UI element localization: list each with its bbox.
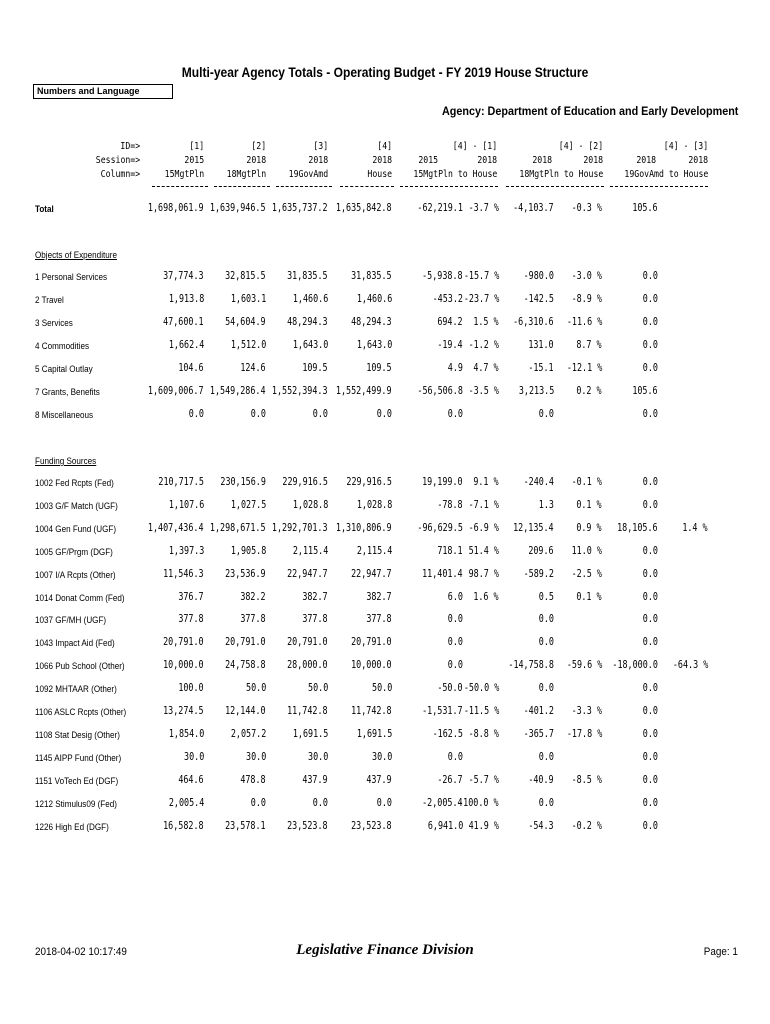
row-value: 32,815.5 bbox=[225, 270, 266, 282]
row-value: 0.0 bbox=[642, 316, 658, 328]
header-col-id: [2] bbox=[251, 141, 266, 152]
row-value: 11.0 % bbox=[571, 545, 602, 557]
row-value: 0.0 bbox=[642, 476, 658, 488]
header-col-1 bbox=[164, 140, 204, 182]
row-value: -56,506.8 bbox=[417, 385, 463, 397]
row-value: 30.0 bbox=[183, 751, 204, 763]
row-value: 0.0 bbox=[642, 568, 658, 580]
row-value: 0.1 % bbox=[576, 499, 602, 511]
header-diff-2-id: [4] - [2] bbox=[558, 141, 603, 152]
row-value: -2.5 % bbox=[571, 568, 602, 580]
row-value: 6,941.0 bbox=[427, 820, 463, 832]
row-label: 3 Services bbox=[35, 318, 73, 328]
row-value: 0.0 bbox=[447, 408, 463, 420]
footer-timestamp: 2018-04-02 10:17:49 bbox=[35, 946, 127, 958]
row-label: 1108 Stat Desig (Other) bbox=[35, 730, 120, 740]
row-value: 209.6 bbox=[528, 545, 554, 557]
row-value: 12,144.0 bbox=[225, 705, 266, 717]
header-column-label: Column=> bbox=[100, 169, 140, 180]
header-diff-3-column: 19GovAmd to House bbox=[624, 169, 708, 180]
row-value: 20,791.0 bbox=[225, 636, 266, 648]
header-col-id: [1] bbox=[189, 141, 204, 152]
row-value: -59.6 % bbox=[566, 659, 602, 671]
row-value: 382.2 bbox=[240, 591, 266, 603]
row-value: 1,397.3 bbox=[168, 545, 204, 557]
row-value: 1,691.5 bbox=[292, 728, 328, 740]
row-value: 0.0 bbox=[538, 613, 554, 625]
row-value: 47,600.1 bbox=[163, 316, 204, 328]
row-value: 1,635,842.8 bbox=[336, 202, 392, 214]
row-value: 0.0 bbox=[538, 682, 554, 694]
row-value: 24,758.8 bbox=[225, 659, 266, 671]
row-value: -401.2 bbox=[523, 705, 554, 717]
row-label: 1 Personal Services bbox=[35, 272, 108, 282]
row-value: 0.0 bbox=[312, 408, 328, 420]
header-col-4 bbox=[367, 140, 392, 182]
row-value: -14,758.8 bbox=[508, 659, 554, 671]
row-value: 98.7 % bbox=[468, 568, 499, 580]
row-value: 0.0 bbox=[376, 408, 392, 420]
row-value: 1,552,499.9 bbox=[336, 385, 392, 397]
row-value: 1,549,286.4 bbox=[210, 385, 266, 397]
header-diff-1-session-a: 2015 bbox=[418, 155, 438, 166]
header-diff-3-session-b: 2018 bbox=[688, 155, 708, 166]
row-value: -162.5 bbox=[432, 728, 463, 740]
header-col-2 bbox=[226, 140, 266, 182]
row-label: 1212 Stimulus09 (Fed) bbox=[35, 799, 117, 809]
row-value: 1,854.0 bbox=[168, 728, 204, 740]
row-value: -23.7 % bbox=[463, 293, 499, 305]
row-value: 11,546.3 bbox=[163, 568, 204, 580]
row-value: -18,000.0 bbox=[612, 659, 658, 671]
row-label: 1106 ASLC Rcpts (Other) bbox=[35, 707, 127, 717]
row-value: 1,512.0 bbox=[230, 339, 266, 351]
row-value: -7.1 % bbox=[468, 499, 499, 511]
row-value: 1,027.5 bbox=[230, 499, 266, 511]
row-value: 0.0 bbox=[642, 339, 658, 351]
footer-division: Legislative Finance Division bbox=[296, 942, 474, 958]
row-value: -589.2 bbox=[523, 568, 554, 580]
row-value: 694.2 bbox=[437, 316, 463, 328]
row-value: 0.0 bbox=[376, 797, 392, 809]
row-value: 10,000.0 bbox=[163, 659, 204, 671]
header-diff-3-session-a: 2018 bbox=[636, 155, 656, 166]
row-value: 382.7 bbox=[302, 591, 328, 603]
header-id-label: ID=> bbox=[120, 141, 140, 152]
numbers-and-language-box: Numbers and Language bbox=[33, 84, 173, 99]
row-value: 50.0 bbox=[245, 682, 266, 694]
row-value: 2,115.4 bbox=[292, 545, 328, 557]
row-value: 0.0 bbox=[642, 293, 658, 305]
header-col-3 bbox=[288, 140, 328, 182]
row-value: 1,913.8 bbox=[168, 293, 204, 305]
row-value: 20,791.0 bbox=[163, 636, 204, 648]
row-label: 7 Grants, Benefits bbox=[35, 387, 100, 397]
row-value: -4,103.7 bbox=[513, 202, 554, 214]
row-value: 31,835.5 bbox=[287, 270, 328, 282]
header-diff-1-session-b: 2018 bbox=[477, 155, 497, 166]
row-value: 229,916.5 bbox=[282, 476, 328, 488]
header-underline bbox=[276, 186, 332, 187]
row-label: 1004 Gen Fund (UGF) bbox=[35, 524, 117, 534]
row-value: 210,717.5 bbox=[158, 476, 204, 488]
row-value: 1,609,006.7 bbox=[148, 385, 204, 397]
row-label: 1005 GF/Prgm (DGF) bbox=[35, 547, 113, 557]
row-value: 0.0 bbox=[447, 613, 463, 625]
row-value: 1.3 bbox=[538, 499, 554, 511]
header-col-id: [4] bbox=[377, 141, 392, 152]
row-label: 1043 Impact Aid (Fed) bbox=[35, 638, 115, 648]
section-heading: Objects of Expenditure bbox=[35, 250, 117, 260]
row-value: -54.3 bbox=[528, 820, 554, 832]
header-underline bbox=[506, 186, 604, 187]
header-col-session: 2018 bbox=[246, 155, 266, 166]
row-value: 31,835.5 bbox=[351, 270, 392, 282]
row-value: 48,294.3 bbox=[351, 316, 392, 328]
row-value: 22,947.7 bbox=[351, 568, 392, 580]
row-value: 1,310,806.9 bbox=[336, 522, 392, 534]
row-value: -3.5 % bbox=[468, 385, 499, 397]
row-value: -980.0 bbox=[523, 270, 554, 282]
row-value: 104.6 bbox=[178, 362, 204, 374]
row-value: 0.0 bbox=[642, 362, 658, 374]
row-value: 0.0 bbox=[538, 797, 554, 809]
header-underline bbox=[214, 186, 270, 187]
row-value: -5.7 % bbox=[468, 774, 499, 786]
row-value: -0.2 % bbox=[571, 820, 602, 832]
row-value: -64.3 % bbox=[672, 659, 708, 671]
row-value: 0.9 % bbox=[576, 522, 602, 534]
row-value: 0.0 bbox=[642, 636, 658, 648]
row-value: 0.0 bbox=[642, 820, 658, 832]
row-value: 377.8 bbox=[302, 613, 328, 625]
row-value: 0.2 % bbox=[576, 385, 602, 397]
row-label: 2 Travel bbox=[35, 295, 64, 305]
row-value: 0.0 bbox=[188, 408, 204, 420]
row-value: 20,791.0 bbox=[287, 636, 328, 648]
row-value: -40.9 bbox=[528, 774, 554, 786]
row-value: 109.5 bbox=[366, 362, 392, 374]
header-diff-1-id: [4] - [1] bbox=[452, 141, 497, 152]
row-value: 1,643.0 bbox=[356, 339, 392, 351]
row-value: -6.9 % bbox=[468, 522, 499, 534]
row-value: 50.0 bbox=[371, 682, 392, 694]
row-value: 100.0 bbox=[178, 682, 204, 694]
header-col-session: 2018 bbox=[308, 155, 328, 166]
row-value: 1,460.6 bbox=[292, 293, 328, 305]
row-value: 718.1 bbox=[437, 545, 463, 557]
row-value: 51.4 % bbox=[468, 545, 499, 557]
row-value: -3.3 % bbox=[571, 705, 602, 717]
row-value: 1,107.6 bbox=[168, 499, 204, 511]
row-value: 1.6 % bbox=[473, 591, 499, 603]
row-value: 12,135.4 bbox=[513, 522, 554, 534]
row-value: 0.0 bbox=[538, 751, 554, 763]
row-value: 376.7 bbox=[178, 591, 204, 603]
row-value: 23,536.9 bbox=[225, 568, 266, 580]
row-value: 0.0 bbox=[642, 499, 658, 511]
row-value: 1,028.8 bbox=[356, 499, 392, 511]
row-value: 30.0 bbox=[371, 751, 392, 763]
row-value: 28,000.0 bbox=[287, 659, 328, 671]
row-value: 124.6 bbox=[240, 362, 266, 374]
row-value: 0.0 bbox=[538, 408, 554, 420]
header-col-session: 2015 bbox=[184, 155, 204, 166]
row-value: -26.7 bbox=[437, 774, 463, 786]
row-value: 23,523.8 bbox=[287, 820, 328, 832]
report-title: Multi-year Agency Totals - Operating Budget - FY 2019 House Structure bbox=[181, 64, 589, 80]
row-label: 1037 GF/MH (UGF) bbox=[35, 615, 107, 625]
row-value: 1.4 % bbox=[682, 522, 708, 534]
row-value: -1.2 % bbox=[468, 339, 499, 351]
row-value: 1,905.8 bbox=[230, 545, 266, 557]
row-label: 8 Miscellaneous bbox=[35, 410, 94, 420]
row-value: -8.5 % bbox=[571, 774, 602, 786]
row-value: 11,742.8 bbox=[287, 705, 328, 717]
row-value: 478.8 bbox=[240, 774, 266, 786]
row-label: 1145 AIPP Fund (Other) bbox=[35, 753, 122, 763]
row-value: 4.9 bbox=[447, 362, 463, 374]
row-value: 0.0 bbox=[642, 797, 658, 809]
row-value: -11.5 % bbox=[463, 705, 499, 717]
row-value: 0.0 bbox=[447, 636, 463, 648]
row-value: 131.0 bbox=[528, 339, 554, 351]
row-value: 1,691.5 bbox=[356, 728, 392, 740]
row-value: 0.0 bbox=[642, 591, 658, 603]
row-value: -8.9 % bbox=[571, 293, 602, 305]
row-value: 1.5 % bbox=[473, 316, 499, 328]
row-value: 37,774.3 bbox=[163, 270, 204, 282]
row-value: 0.0 bbox=[642, 270, 658, 282]
row-label: 1092 MHTAAR (Other) bbox=[35, 684, 117, 694]
row-value: 1,407,436.4 bbox=[148, 522, 204, 534]
row-value: 382.7 bbox=[366, 591, 392, 603]
row-label: 1007 I/A Rcpts (Other) bbox=[35, 570, 116, 580]
row-label: 1151 VoTech Ed (DGF) bbox=[35, 776, 119, 786]
row-value: 0.0 bbox=[642, 545, 658, 557]
row-value: 0.0 bbox=[642, 613, 658, 625]
row-value: -5,938.8 bbox=[422, 270, 463, 282]
row-value: -1,531.7 bbox=[422, 705, 463, 717]
row-value: 0.0 bbox=[312, 797, 328, 809]
header-col-name: 19GovAmd bbox=[288, 169, 328, 180]
row-value: 1,028.8 bbox=[292, 499, 328, 511]
header-row-labels bbox=[96, 140, 140, 182]
row-value: 1,635,737.2 bbox=[272, 202, 328, 214]
row-value: 229,916.5 bbox=[346, 476, 392, 488]
row-value: 9.1 % bbox=[473, 476, 499, 488]
header-diff-2-column: 18MgtPln to House bbox=[519, 169, 603, 180]
row-value: -78.8 bbox=[437, 499, 463, 511]
row-value: 105.6 bbox=[632, 202, 658, 214]
row-value: -3.7 % bbox=[468, 202, 499, 214]
row-value: 50.0 bbox=[307, 682, 328, 694]
header-col-name: House bbox=[367, 169, 392, 180]
row-value: 2,005.4 bbox=[168, 797, 204, 809]
row-value: 4.7 % bbox=[473, 362, 499, 374]
header-underline bbox=[610, 186, 708, 187]
header-diff-3-id: [4] - [3] bbox=[663, 141, 708, 152]
row-value: -365.7 bbox=[523, 728, 554, 740]
row-value: 0.0 bbox=[447, 751, 463, 763]
header-session-label: Session=> bbox=[95, 155, 140, 166]
row-value: 11,742.8 bbox=[351, 705, 392, 717]
row-value: 0.1 % bbox=[576, 591, 602, 603]
row-label: 1003 G/F Match (UGF) bbox=[35, 501, 118, 511]
row-value: 13,274.5 bbox=[163, 705, 204, 717]
row-value: 0.0 bbox=[447, 659, 463, 671]
row-value: -6,310.6 bbox=[513, 316, 554, 328]
row-value: 23,578.1 bbox=[225, 820, 266, 832]
row-label: 1066 Pub School (Other) bbox=[35, 661, 125, 671]
row-value: 48,294.3 bbox=[287, 316, 328, 328]
row-value: 0.0 bbox=[250, 408, 266, 420]
row-value: 2,115.4 bbox=[356, 545, 392, 557]
row-value: 22,947.7 bbox=[287, 568, 328, 580]
header-col-name: 18MgtPln bbox=[226, 169, 266, 180]
row-value: 0.0 bbox=[642, 751, 658, 763]
row-value: 0.0 bbox=[538, 636, 554, 648]
header-col-name: 15MgtPln bbox=[164, 169, 204, 180]
row-value: 0.0 bbox=[250, 797, 266, 809]
row-value: -2,005.4 bbox=[422, 797, 463, 809]
header-col-id: [3] bbox=[313, 141, 328, 152]
row-value: 3,213.5 bbox=[518, 385, 554, 397]
row-value: 1,292,701.3 bbox=[272, 522, 328, 534]
row-value: 2,057.2 bbox=[230, 728, 266, 740]
header-underline bbox=[340, 186, 394, 187]
row-value: 1,698,061.9 bbox=[148, 202, 204, 214]
row-label: 5 Capital Outlay bbox=[35, 364, 93, 374]
row-value: -62,219.1 bbox=[417, 202, 463, 214]
row-value: 19,199.0 bbox=[422, 476, 463, 488]
row-value: 6.0 bbox=[447, 591, 463, 603]
row-value: -11.6 % bbox=[566, 316, 602, 328]
row-value: -12.1 % bbox=[566, 362, 602, 374]
row-value: 16,582.8 bbox=[163, 820, 204, 832]
row-value: 1,662.4 bbox=[168, 339, 204, 351]
agency-name: Agency: Department of Education and Early Development bbox=[441, 104, 738, 118]
row-value: -453.2 bbox=[432, 293, 463, 305]
row-value: 1,643.0 bbox=[292, 339, 328, 351]
row-value: 377.8 bbox=[240, 613, 266, 625]
row-label: Total bbox=[35, 204, 54, 214]
row-value: -15.1 bbox=[528, 362, 554, 374]
row-value: -96,629.5 bbox=[417, 522, 463, 534]
row-value: 10,000.0 bbox=[351, 659, 392, 671]
row-value: 377.8 bbox=[366, 613, 392, 625]
row-label: 1226 High Ed (DGF) bbox=[35, 822, 109, 832]
row-value: -0.1 % bbox=[571, 476, 602, 488]
row-value: 464.6 bbox=[178, 774, 204, 786]
row-value: 437.9 bbox=[302, 774, 328, 786]
row-value: -50.0 bbox=[437, 682, 463, 694]
row-value: 1,639,946.5 bbox=[210, 202, 266, 214]
row-value: 105.6 bbox=[632, 385, 658, 397]
row-value: 0.0 bbox=[642, 705, 658, 717]
row-value: -3.0 % bbox=[571, 270, 602, 282]
row-value: 30.0 bbox=[245, 751, 266, 763]
row-value: -100.0 % bbox=[458, 797, 499, 809]
row-value: 41.9 % bbox=[468, 820, 499, 832]
row-value: 0.0 bbox=[642, 682, 658, 694]
row-value: -240.4 bbox=[523, 476, 554, 488]
header-diff-1-column: 15MgtPln to House bbox=[413, 169, 497, 180]
row-value: -0.3 % bbox=[571, 202, 602, 214]
row-value: 0.0 bbox=[642, 408, 658, 420]
row-value: 437.9 bbox=[366, 774, 392, 786]
row-value: -142.5 bbox=[523, 293, 554, 305]
row-value: 20,791.0 bbox=[351, 636, 392, 648]
row-value: 0.5 bbox=[538, 591, 554, 603]
row-value: 0.0 bbox=[642, 728, 658, 740]
row-value: 1,298,671.5 bbox=[210, 522, 266, 534]
footer-page-number: Page: 1 bbox=[703, 946, 738, 958]
row-value: 1,460.6 bbox=[356, 293, 392, 305]
row-value: -50.0 % bbox=[463, 682, 499, 694]
section-heading: Funding Sources bbox=[35, 456, 97, 466]
header-diff-2-session-b: 2018 bbox=[583, 155, 603, 166]
row-value: 11,401.4 bbox=[422, 568, 463, 580]
row-value: 1,552,394.3 bbox=[272, 385, 328, 397]
row-value: 8.7 % bbox=[576, 339, 602, 351]
row-value: 230,156.9 bbox=[220, 476, 266, 488]
header-underline bbox=[152, 186, 208, 187]
header-underline bbox=[400, 186, 498, 187]
row-label: 1014 Donat Comm (Fed) bbox=[35, 593, 125, 603]
row-value: 377.8 bbox=[178, 613, 204, 625]
row-value: 1,603.1 bbox=[230, 293, 266, 305]
row-value: 30.0 bbox=[307, 751, 328, 763]
row-value: -19.4 bbox=[437, 339, 463, 351]
header-diff-2-session-a: 2018 bbox=[532, 155, 552, 166]
header-col-session: 2018 bbox=[372, 155, 392, 166]
row-label: 1002 Fed Rcpts (Fed) bbox=[35, 478, 114, 488]
row-label: 4 Commodities bbox=[35, 341, 90, 351]
row-value: 54,604.9 bbox=[225, 316, 266, 328]
row-value: -8.8 % bbox=[468, 728, 499, 740]
row-value: 109.5 bbox=[302, 362, 328, 374]
row-value: 0.0 bbox=[642, 774, 658, 786]
row-value: 18,105.6 bbox=[617, 522, 658, 534]
row-value: -17.8 % bbox=[566, 728, 602, 740]
row-value: 23,523.8 bbox=[351, 820, 392, 832]
row-value: -15.7 % bbox=[463, 270, 499, 282]
